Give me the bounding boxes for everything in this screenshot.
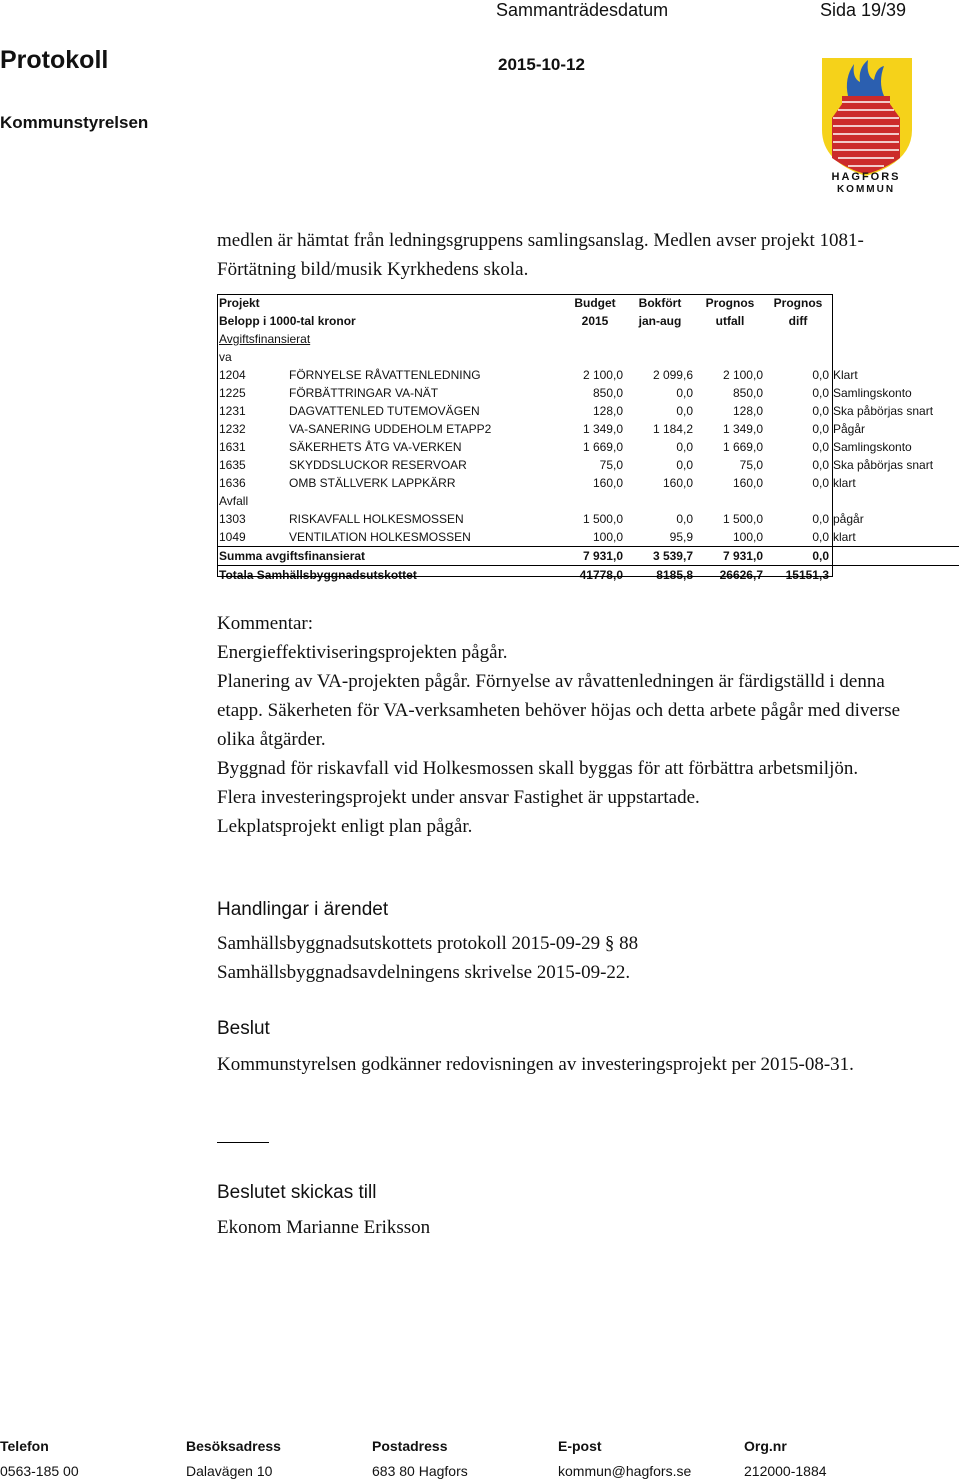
budget-value: 128,0 xyxy=(592,403,623,418)
utfall-value: 75,0 xyxy=(739,457,763,472)
meeting-date: 2015-10-12 xyxy=(498,55,585,74)
bokfort-value: 0,0 xyxy=(676,385,693,400)
bokfort-value: 95,9 xyxy=(669,529,693,544)
project-id: 1631 xyxy=(219,439,246,454)
skickas-heading: Beslutet skickas till xyxy=(217,1182,377,1203)
diff-value: 0,0 xyxy=(812,475,829,490)
status-text: Ska påbörjas snart xyxy=(833,457,934,472)
comment-label: Kommentar: xyxy=(217,613,314,634)
project-id: 1635 xyxy=(219,457,246,472)
sum-row xyxy=(217,547,959,566)
comment-line: Planering av VA-projekten pågår. Förnyelse av råvattenledningen är färdigställd i denna etapp. Säkerheten för VA-verksamheten behöver höjas och detta arbete pågår med diverse olika åtgärder. xyxy=(217,671,901,750)
beslut-text: Kommunstyrelsen godkänner redovisningen av investeringsprojekt per 2015-08-31. xyxy=(217,1054,854,1075)
diff-value: 0,0 xyxy=(812,421,829,436)
divider-line xyxy=(217,1142,269,1143)
table-header-row xyxy=(217,294,959,312)
status-text: Samlingskonto xyxy=(833,439,912,454)
project-id: 1636 xyxy=(219,475,246,490)
utfall-value: 160,0 xyxy=(732,475,763,490)
utfall-value: 128,0 xyxy=(732,403,763,418)
status-text: Klart xyxy=(833,367,858,382)
status-text: Samlingskonto xyxy=(833,385,912,400)
footer-label-phone: Telefon xyxy=(0,1438,49,1454)
total-budget: 41778,0 xyxy=(579,567,623,582)
budget-value: 1 669,0 xyxy=(582,439,623,454)
subheader-diff: diff xyxy=(788,313,808,328)
budget-value: 2 100,0 xyxy=(582,367,623,382)
diff-value: 0,0 xyxy=(812,403,829,418)
budget-value: 75,0 xyxy=(599,457,623,472)
header-budget: Budget xyxy=(574,295,616,310)
comment-block xyxy=(217,609,917,841)
sum-label: Summa avgiftsfinansierat xyxy=(219,548,366,563)
project-id: 1231 xyxy=(219,403,246,418)
handlingar-list xyxy=(217,929,917,987)
table-row xyxy=(217,474,959,492)
comment-line: Byggnad för riskavfall vid Holkesmossen skall byggas för att förbättra arbetsmiljön. xyxy=(217,758,859,779)
total-diff: 15151,3 xyxy=(785,567,829,582)
header-prognos-utfall: Prognos xyxy=(705,295,755,310)
footer-orgnr: 212000-1884 xyxy=(744,1463,827,1479)
sum-budget: 7 931,0 xyxy=(582,548,623,563)
subheader-budget-year: 2015 xyxy=(581,313,609,328)
diff-value: 0,0 xyxy=(812,511,829,526)
meeting-date-label: Sammanträdesdatum xyxy=(496,0,669,20)
beslut-heading: Beslut xyxy=(217,1018,270,1039)
subheader-amount-unit: Belopp i 1000-tal kronor xyxy=(219,313,356,328)
project-name: VENTILATION HOLKESMOSSEN xyxy=(289,529,471,544)
footer-email[interactable]: kommun@hagfors.se xyxy=(558,1463,692,1479)
project-id: 1232 xyxy=(219,421,246,436)
table-row xyxy=(217,402,959,420)
project-name: DAGVATTENLED TUTEMOVÄGEN xyxy=(289,403,480,418)
section-avgiftsfinansierat: Avgiftsfinansierat xyxy=(219,331,311,346)
table-subheader-row xyxy=(217,312,959,330)
utfall-value: 1 669,0 xyxy=(722,439,763,454)
table-row xyxy=(217,456,959,474)
handling-item: Samhällsbyggnadsutskottets protokoll 2015-09-29 § 88 xyxy=(217,933,639,954)
hagfors-logo xyxy=(808,52,924,196)
footer-label-email: E-post xyxy=(558,1438,602,1454)
utfall-value: 100,0 xyxy=(732,529,763,544)
bokfort-value: 0,0 xyxy=(676,403,693,418)
bokfort-value: 2 099,6 xyxy=(652,367,693,382)
skickas-recipient: Ekonom Marianne Eriksson xyxy=(217,1217,431,1238)
project-name: VA-SANERING UDDEHOLM ETAPP2 xyxy=(289,421,492,436)
status-text: klart xyxy=(833,475,856,490)
handlingar-heading: Handlingar i ärendet xyxy=(217,899,389,920)
bokfort-value: 160,0 xyxy=(662,475,693,490)
brick-chimney-icon xyxy=(832,96,900,174)
diff-value: 0,0 xyxy=(812,439,829,454)
diff-value: 0,0 xyxy=(812,385,829,400)
project-name: OMB STÄLLVERK LAPPKÄRR xyxy=(289,475,456,490)
header-prognos-diff: Prognos xyxy=(773,295,823,310)
header-project: Projekt xyxy=(219,295,260,310)
logo-subtext: KOMMUN xyxy=(836,184,896,195)
section-va: va xyxy=(219,349,232,364)
table-row xyxy=(217,510,959,528)
comment-line: Flera investeringsprojekt under ansvar Fastighet är uppstartade. xyxy=(217,787,700,808)
status-text: Pågår xyxy=(833,421,866,436)
bokfort-value: 0,0 xyxy=(676,511,693,526)
footer-phone: 0563-185 00 xyxy=(0,1463,79,1479)
footer-label-visit: Besöksadress xyxy=(186,1438,281,1454)
footer-visit-address: Dalavägen 10 xyxy=(186,1463,273,1479)
utfall-value: 1 500,0 xyxy=(722,511,763,526)
project-name: FÖRNYELSE RÅVATTENLEDNING xyxy=(289,367,481,382)
total-label: Totala Samhällsbyggnadsutskottet xyxy=(219,567,417,582)
utfall-value: 850,0 xyxy=(732,385,763,400)
bokfort-value: 0,0 xyxy=(676,439,693,454)
project-id: 1049 xyxy=(219,529,246,544)
organization-name: Kommunstyrelsen xyxy=(0,113,149,132)
status-text: klart xyxy=(833,529,856,544)
budget-value: 1 500,0 xyxy=(582,511,623,526)
total-bokfort: 8185,8 xyxy=(656,567,693,582)
comment-line: Lekplatsprojekt enligt plan pågår. xyxy=(217,816,473,837)
total-row xyxy=(217,566,959,585)
sum-diff: 0,0 xyxy=(812,548,829,563)
total-utfall: 26626,7 xyxy=(719,567,763,582)
section-row xyxy=(217,348,959,366)
table-row xyxy=(217,384,959,402)
subheader-bokfort-period: jan-aug xyxy=(638,313,682,328)
project-id: 1225 xyxy=(219,385,246,400)
project-name: RISKAVFALL HOLKESMOSSEN xyxy=(289,511,464,526)
section-row xyxy=(217,330,959,348)
diff-value: 0,0 xyxy=(812,367,829,382)
section-avfall: Avfall xyxy=(219,493,249,508)
status-text: pågår xyxy=(833,511,864,526)
sum-utfall: 7 931,0 xyxy=(722,548,763,563)
footer-label-orgnr: Org.nr xyxy=(744,1438,787,1454)
header-bokfort: Bokfört xyxy=(638,295,682,310)
table-row xyxy=(217,528,959,547)
footer-post-address: 683 80 Hagfors xyxy=(372,1463,468,1479)
status-text: Ska påbörjas snart xyxy=(833,403,934,418)
sum-bokfort: 3 539,7 xyxy=(652,548,693,563)
section-row xyxy=(217,492,959,510)
table-row xyxy=(217,438,959,456)
project-id: 1204 xyxy=(219,367,246,382)
table-row xyxy=(217,366,959,384)
document-title: Protokoll xyxy=(0,46,109,74)
project-name: SKYDDSLUCKOR RESERVOAR xyxy=(289,457,467,472)
table-row xyxy=(217,420,959,438)
footer-label-post: Postadress xyxy=(372,1438,448,1454)
logo-text: HAGFORS xyxy=(831,171,901,183)
budget-value: 100,0 xyxy=(592,529,623,544)
project-name: SÄKERHETS ÅTG VA-VERKEN xyxy=(289,439,462,454)
diff-value: 0,0 xyxy=(812,529,829,544)
handling-item: Samhällsbyggnadsavdelningens skrivelse 2015-09-22. xyxy=(217,962,631,983)
project-name: FÖRBÄTTRINGAR VA-NÄT xyxy=(289,385,439,400)
budget-value: 160,0 xyxy=(592,475,623,490)
comment-line: Energieffektiviseringsprojekten pågår. xyxy=(217,642,508,663)
bokfort-value: 0,0 xyxy=(676,457,693,472)
bokfort-value: 1 184,2 xyxy=(652,421,693,436)
page-number: Sida 19/39 xyxy=(820,0,907,20)
project-id: 1303 xyxy=(219,511,246,526)
utfall-value: 2 100,0 xyxy=(722,367,763,382)
budget-value: 850,0 xyxy=(592,385,623,400)
budget-value: 1 349,0 xyxy=(582,421,623,436)
utfall-value: 1 349,0 xyxy=(722,421,763,436)
subheader-utfall: utfall xyxy=(715,313,745,328)
investment-project-table xyxy=(217,294,959,584)
diff-value: 0,0 xyxy=(812,457,829,472)
intro-paragraph: medlen är hämtat från ledningsgruppens samlingsanslag. Medlen avser projekt 1081-Förtätning bild/musik Kyrkhedens skola. xyxy=(217,230,864,280)
